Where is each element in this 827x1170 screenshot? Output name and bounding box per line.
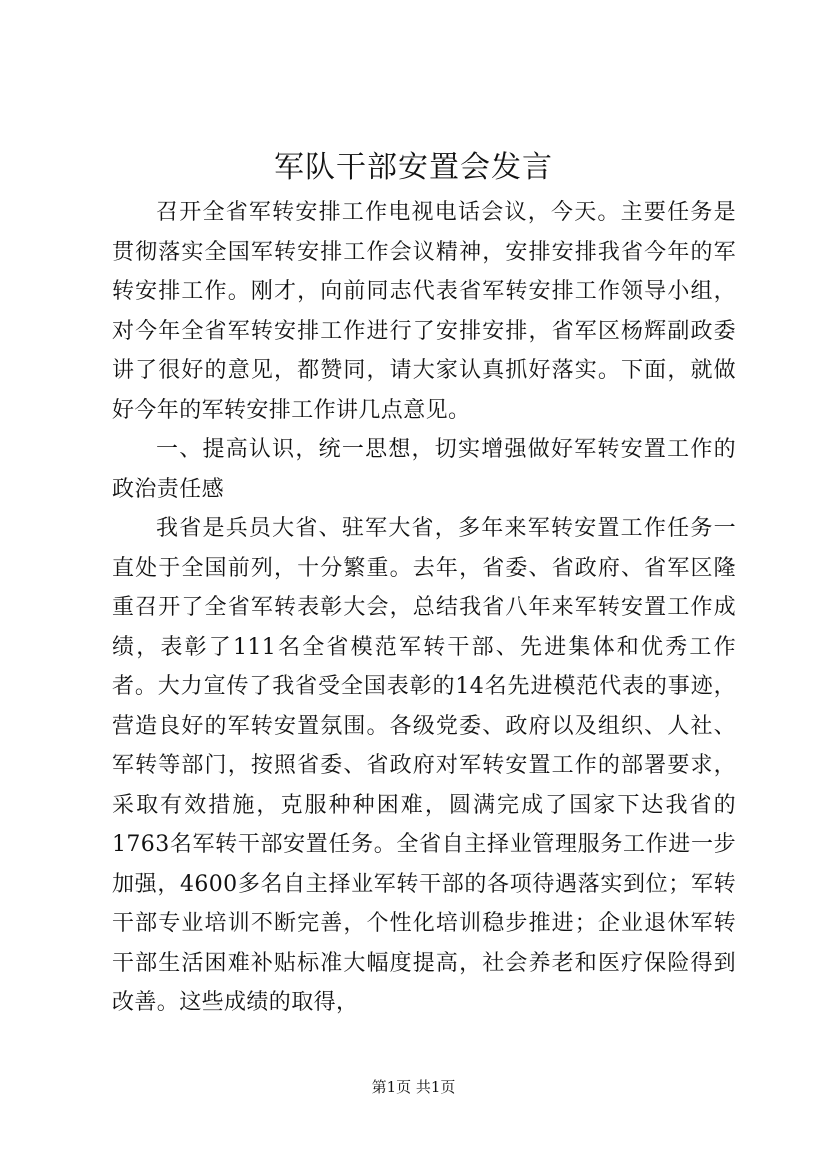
- paragraph: 召开全省军转安排工作电视电话会议，今天。主要任务是贯彻落实全国军转安排工作会议精神，安排安排我省今年的军转安排工作。刚才，向前同志代表省军转安排工作领导小组，对今年全省军转安排工作进行了安排安排，省军区杨辉副政委讲了很好的意见，都赞同，请大家认真抓好落实。下面，就做好今年的军转安排工作讲几点意见。: [112, 200, 736, 423]
- document-body: [112, 193, 736, 1023]
- paragraph: 我省是兵员大省、驻军大省，多年来军转安置工作任务一直处于全国前列，十分繁重。去年，省委、省政府、省军区隆重召开了全省军转表彰大会，总结我省八年来军转安置工作成绩，表彰了111名全省模范军转干部、先进集体和优秀工作者。大力宣传了我省受全国表彰的14名先进模范代表的事迹，营造良好的军转安置氛围。各级党委、政府以及组织、人社、军转等部门，按照省委、省政府对军转安置工作的部署要求，采取有效措施，克服种种困难，圆满完成了国家下达我省的1763名军转干部安置任务。全省自主择业管理服务工作进一步加强，4600多名自主择业军转干部的各项待遇落实到位；军转干部专业培训不断完善，个性化培训稳步推进；企业退休军转干部生活困难补贴标准大幅度提高，社会养老和医疗保险得到改善。这些成绩的取得，: [112, 516, 736, 1015]
- page-footer: 第1页 共1页: [371, 1078, 456, 1096]
- section-heading: 一、提高认识，统一思想，切实增强做好军转安置工作的政治责任感: [112, 437, 736, 502]
- document-title: 军队干部安置会发言: [274, 150, 553, 185]
